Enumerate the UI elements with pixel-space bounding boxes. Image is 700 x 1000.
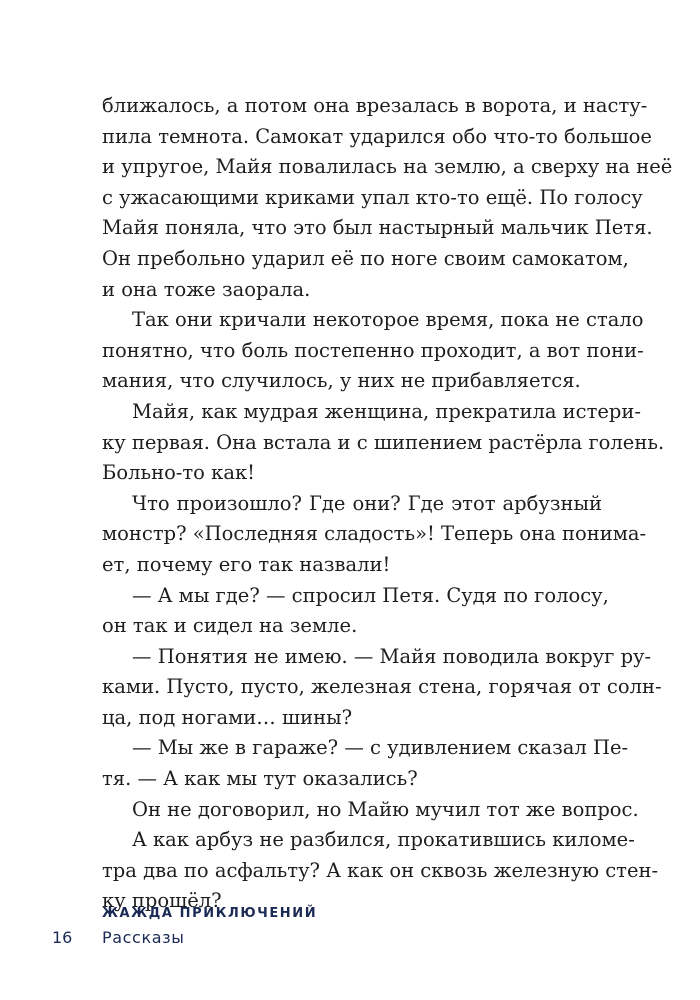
text-line: Майя, как мудрая женщина, прекратила истери-: [132, 399, 641, 423]
book-subtitle: Рассказы: [102, 928, 185, 947]
text-line: Так они кричали некоторое время, пока не стало: [132, 308, 644, 332]
text-line: тя. — А как мы тут оказались?: [102, 767, 418, 791]
text-line: и она тоже заорала.: [102, 277, 311, 301]
text-line: А как арбуз не разбился, прокатившись киломе-: [132, 828, 635, 852]
page-number: 16: [52, 928, 73, 947]
series-title: ЖАЖДА ПРИКЛЮЧЕНИЙ: [102, 906, 318, 921]
text-line: ца, под ногами… шины?: [102, 705, 353, 729]
text-line: понятно, что боль постепенно проходит, а вот пони-: [102, 338, 644, 362]
text-line: ближалось, а потом она врезалась в ворота, и насту-: [102, 94, 648, 117]
text-line: ку прошёл?: [102, 889, 222, 913]
text-line: Что произошло? Где они? Где этот арбузный: [132, 491, 602, 515]
text-line: — Мы же в гараже? — с удивлением сказал Пе-: [132, 736, 629, 760]
text-line: тра два по асфальту? А как он сквозь железную стен-: [102, 858, 659, 882]
text-line: с ужасающими криками упал кто-то ещё. По голосу: [102, 185, 643, 209]
text-line: и упругое, Майя повалилась на землю, а сверху на неё: [102, 155, 673, 179]
text-line: ет, почему его так назвали!: [102, 552, 391, 576]
text-line: Больно-то как!: [102, 461, 255, 485]
text-line: он так и сидел на земле.: [102, 614, 358, 638]
body-text: [102, 91, 673, 917]
text-line: мания, что случилось, у них не прибавляется.: [102, 369, 581, 393]
text-line: ку первая. Она встала и с шипением растёрла голень.: [102, 430, 665, 454]
text-line: Он пребольно ударил её по ноге своим самокатом,: [102, 246, 629, 270]
text-line: — А мы где? — спросил Петя. Судя по голосу,: [132, 583, 609, 607]
text-line: Он не договорил, но Майю мучил тот же вопрос.: [132, 797, 639, 821]
text-line: пила темнота. Самокат ударился обо что-то большое: [102, 124, 652, 148]
text-line: монстр? «Последняя сладость»! Теперь она понима-: [102, 522, 647, 546]
text-line: ками. Пусто, пусто, железная стена, горячая от солн-: [102, 675, 662, 699]
text-line: — Понятия не имею. — Майя поводила вокруг ру-: [132, 644, 652, 668]
text-line: Майя поняла, что это был настырный мальчик Петя.: [102, 216, 653, 240]
